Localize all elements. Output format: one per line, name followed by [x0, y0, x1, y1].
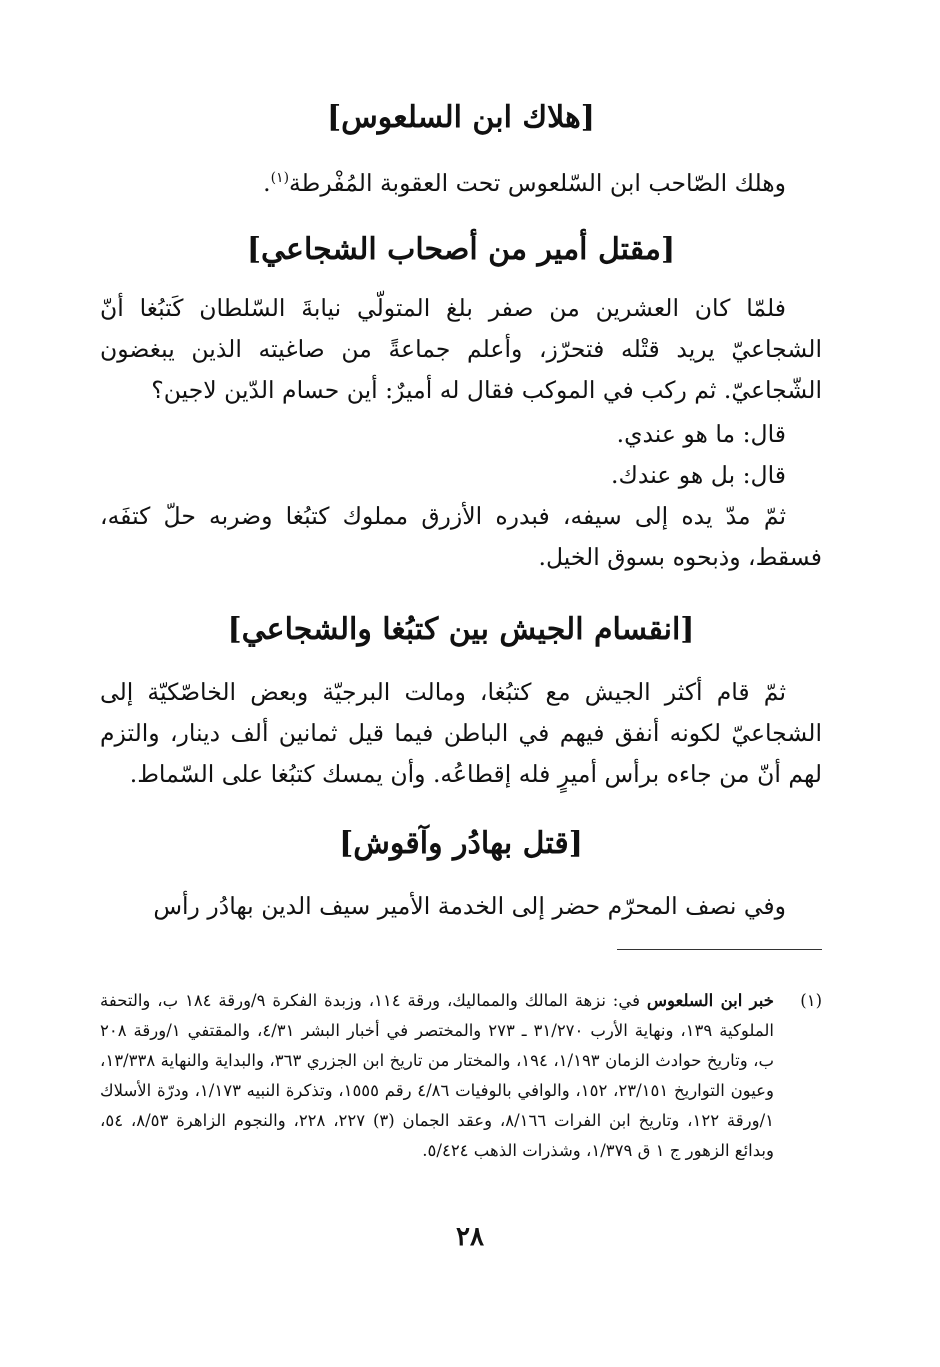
footnote-lead: خبر ابن السلعوس [646, 991, 774, 1010]
section-paragraph: ثمّ مدّ يده إلى سيفه، فبدره الأزرق مملوك كتبُغا وضربه حلّ كتفَه، فسقط، وذبحوه بسوق الخيل. [100, 502, 822, 571]
section-paragraph: وفي نصف المحرّم حضر إلى الخدمة الأمير سيف الدين بهادُر رأس [153, 892, 786, 920]
paragraph-text-end: . [263, 168, 271, 197]
footnote-text: في: نزهة المالك والمماليك، ورقة ١١٤، وزبدة الفكرة ٩/ورقة ١٨٤ ب، والتحفة الملوكية ١٣٩، ونهاية الأرب ٣١/٢٧٠ ـ ٢٧٣ والمختصر في أخبار البشر ٤/٣١، والمقتفي ١/ورقة ٢٠٨ ب، وتاريخ حوادث الزمان ١/١٩٣، ١٩٤، والمختار من تاريخ ابن الجزري ٣٦٣، والبداية والنهاية ١٣/٣٣٨، وعيون التواريخ ٢٣/١٥١، ١٥٢، والوافي بالوفيات ٤/٨٦ رقم ١٥٥٥، وتذكرة النبيه ١/١٧٣، ودرّة الأسلاك ١/ورقة ١٢٢، وتاريخ ابن الفرات ٨/١٦٦، وعقد الجمان (٣) ٢٢٧، ٢٢٨، والنجوم الزاهرة ٨/٥٣، ٥٤، وبدائع الزهور ج ١ ق ١/٣٧٩، وشذرات الذهب ٥/٤٢٤. [100, 991, 775, 1160]
section-heading-ibn-salous: [هلاك ابن السلعوس] [326, 100, 595, 135]
footnote-body [100, 986, 774, 1166]
footnote [100, 986, 822, 1166]
footnote-reference[interactable]: (١) [270, 170, 290, 186]
section-paragraph: ثمّ قام أكثر الجيش مع كتبُغا، ومالت البرجيّة وبعض الخاصّكيّة إلى الشجاعيّ لكونه أنفق فيهم في الباطن فيما قيل ثمانين ألف دينار، والتزم لهم أنّ من جاءه برأس أميرٍ فله إقطاعُه. وأن يمسك كتبُغا على السّماط. [100, 678, 822, 788]
paragraph-text: وهلك الصّاحب ابن السّلعوس تحت العقوبة المُفْرطة [289, 168, 786, 197]
section-heading-bahadur-aqush: [قتل بهادُر وآقوش] [339, 826, 583, 861]
section-paragraph [100, 158, 822, 204]
dialogue-line: قال: بل هو عندك. [611, 461, 786, 489]
section-paragraph: فلمّا كان العشرين من صفر بلغ المتولّي نيابةَ السّلطان كَتبُغا أنّ الشجاعيّ يريد قتْله فتحرّز، وأعلم جماعةً من صاغيته الذين يبغضون الشّجاعيّ. ثم ركب في الموكب فقال له أميرٌ: أين حسام الدّين لاجين؟ [100, 294, 822, 404]
section-heading-emir-killing: [مقتل أمير من أصحاب الشجاعي] [246, 232, 676, 267]
section-heading-army-division: [انقسام الجيش بين كتبُغا والشجاعي] [227, 612, 695, 647]
page-number: ٢٨ [456, 1222, 484, 1252]
footnote-separator [617, 949, 822, 950]
footnote-marker: (١) [800, 991, 822, 1010]
dialogue-line: قال: ما هو عندي. [616, 420, 786, 448]
